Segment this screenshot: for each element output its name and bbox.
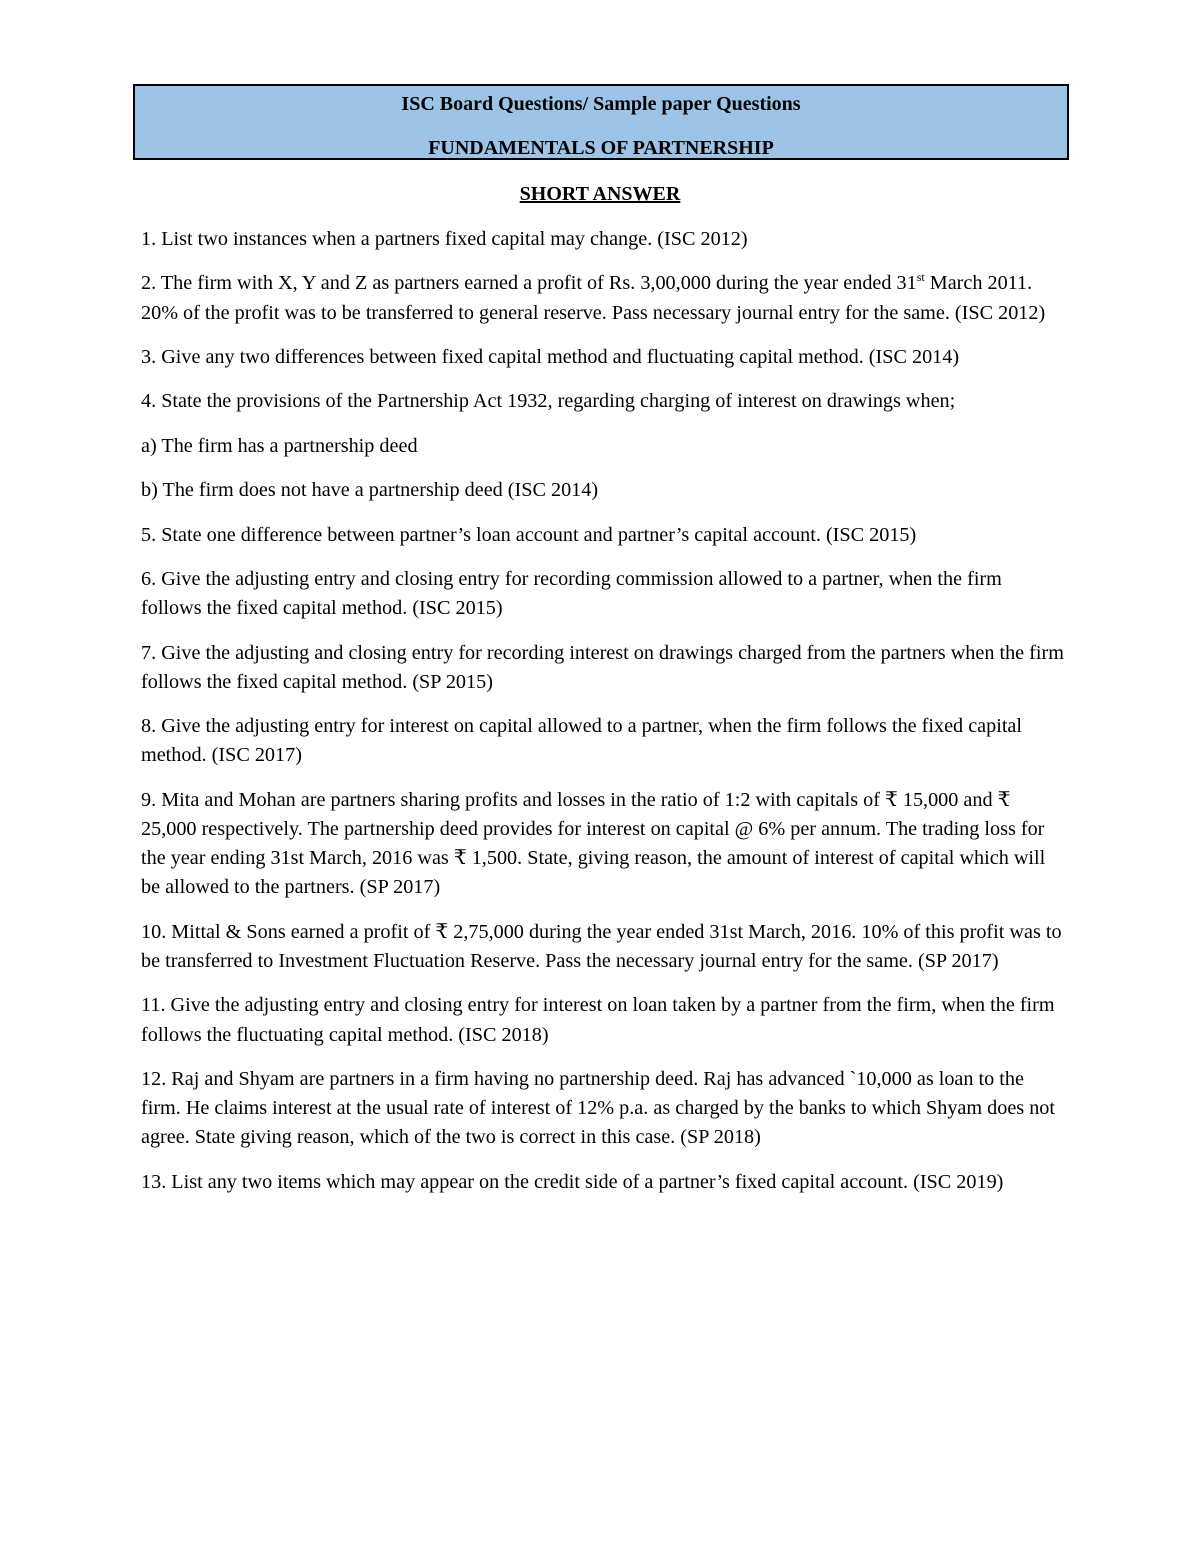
title-box — [133, 84, 1069, 160]
ordinal-suffix: st — [916, 270, 925, 285]
question-1: 1. List two instances when a partners fixed capital may change. (ISC 2012) — [141, 228, 748, 250]
question-6: 6. Give the adjusting entry and closing entry for recording commission allowed to a partner, when the firm follows the fixed capital method. (ISC 2015) — [141, 567, 1002, 620]
question-2-text-end: March 2011. 20% of the profit was to be transferred to general reserve. Pass necessary journal entry for the same. (ISC 2012) — [141, 272, 1046, 324]
question-list — [141, 225, 1066, 1212]
section-heading: SHORT ANSWER — [519, 183, 681, 205]
question-10: 10. Mittal & Sons earned a profit of ₹ 2,75,000 during the year ended 31st March, 2016. 10% of this profit was to be transferred to Investment Fluctuation Reserve. Pass the necessary journal entry for the same. (SP 2017) — [141, 920, 1062, 972]
question-5: 5. State one difference between partner’s loan account and partner’s capital account. (ISC 2015) — [141, 523, 917, 546]
question-4-part-a: a) The firm has a partnership deed — [141, 434, 418, 457]
question-9: 9. Mita and Mohan are partners sharing profits and losses in the ratio of 1:2 with capitals of ₹ 15,000 and ₹ 25,000 respectively. The partnership deed provides for interest on capital @ 6% per annum. The trading loss for the year ending 31st March, 2016 was ₹ 1,500. State, giving reason, the amount of interest of capital which will be allowed to the partners. (SP 2017) — [141, 788, 1046, 899]
question-3: 3. Give any two differences between fixed capital method and fluctuating capital method. (ISC 2014) — [141, 345, 960, 368]
document-title: ISC Board Questions/ Sample paper Questions — [401, 93, 801, 115]
question-11: 11. Give the adjusting entry and closing entry for interest on loan taken by a partner from the firm, when the firm follows the fluctuating capital method. (ISC 2018) — [141, 994, 1055, 1046]
question-13: 13. List any two items which may appear on the credit side of a partner’s fixed capital account. (ISC 2019) — [141, 1170, 1004, 1193]
question-4-part-b: b) The firm does not have a partnership deed (ISC 2014) — [141, 479, 599, 502]
question-4: 4. State the provisions of the Partnership Act 1932, regarding charging of interest on drawings when; — [141, 390, 956, 413]
question-7: 7. Give the adjusting and closing entry for recording interest on drawings charged from the partners when the firm follows the fixed capital method. (SP 2015) — [141, 641, 1064, 693]
question-2 — [141, 269, 1066, 327]
chapter-title: FUNDAMENTALS OF PARTNERSHIP — [428, 137, 774, 159]
question-8: 8. Give the adjusting entry for interest on capital allowed to a partner, when the firm follows the fixed capital method. (ISC 2017) — [141, 715, 1022, 767]
question-2-text-start: 2. The firm with X, Y and Z as partners earned a profit of Rs. 3,00,000 during the year ended 31 — [141, 272, 917, 295]
question-12: 12. Raj and Shyam are partners in a firm having no partnership deed. Raj has advanced `10,000 as loan to the firm. He claims interest at the usual rate of interest of 12% p.a. as charged by the banks to which Shyam does not agree. State giving reason, which of the two is correct in this case. (SP 2018) — [141, 1067, 1055, 1149]
